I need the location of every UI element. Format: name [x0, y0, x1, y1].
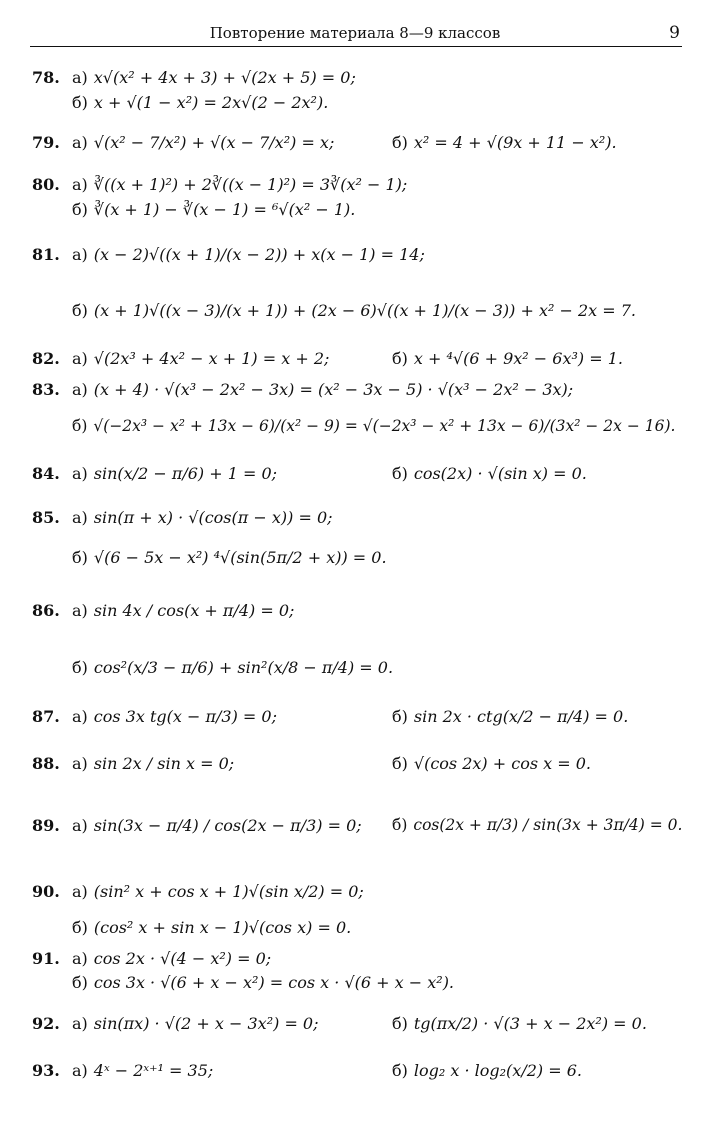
- part-label: а): [72, 133, 88, 152]
- part-b: [392, 1014, 647, 1033]
- problem-number: 79.: [32, 133, 60, 152]
- part-b: [72, 658, 393, 677]
- part-label: б): [72, 973, 88, 992]
- equation: cos 3x · √(6 + x − x²) = cos x · √(6 + x − x²).: [93, 973, 455, 992]
- problem-number: 87.: [32, 707, 60, 726]
- header-rule: [30, 46, 682, 47]
- equation: (x + 1)√((x − 3)/(x + 1)) + (2x − 6)√((x + 1)/(x − 3)) + x² − 2x = 7.: [93, 301, 637, 320]
- equation: cos²(x/3 − π/6) + sin²(x/8 − π/4) = 0.: [93, 658, 394, 677]
- part-a: [72, 349, 329, 368]
- problem-number: 93.: [32, 1061, 60, 1080]
- part-b: [72, 200, 355, 219]
- equation: (cos² x + sin x − 1)√(cos x) = 0.: [93, 918, 352, 937]
- problem-number: 82.: [32, 349, 60, 368]
- equation: ∛(x + 1) − ∛(x − 1) = ⁶√(x² − 1).: [93, 200, 356, 219]
- problem-number: 86.: [32, 601, 60, 620]
- running-title: Повторение материала 8—9 классов: [209, 24, 501, 42]
- part-b: [72, 93, 328, 112]
- part-label: а): [72, 1014, 88, 1033]
- page-header: [30, 22, 680, 44]
- part-a: [72, 245, 425, 264]
- part-a: [72, 1061, 213, 1080]
- part-a: [72, 949, 271, 968]
- part-label: а): [72, 949, 88, 968]
- part-label: б): [392, 349, 408, 368]
- equation: sin(x/2 − π/6) + 1 = 0;: [93, 464, 278, 483]
- part-label: а): [72, 816, 88, 835]
- part-label: б): [72, 658, 88, 677]
- problem-number: 89.: [32, 816, 60, 835]
- part-label: а): [72, 707, 88, 726]
- problem-number: 91.: [32, 949, 60, 968]
- equation: x√(x² + 4x + 3) + √(2x + 5) = 0;: [93, 68, 356, 87]
- part-b: [392, 754, 591, 773]
- part-b: [72, 417, 675, 435]
- equation: cos 2x · √(4 − x²) = 0;: [93, 949, 272, 968]
- page-number: 9: [669, 23, 680, 43]
- part-b: [72, 973, 454, 992]
- part-a: [72, 133, 334, 152]
- part-label: а): [72, 68, 88, 87]
- part-b: [392, 816, 682, 834]
- part-label: б): [72, 93, 88, 112]
- part-label: б): [72, 918, 88, 937]
- equation: x + √(1 − x²) = 2x√(2 − 2x²).: [93, 93, 329, 112]
- equation: sin(π + x) · √(cos(π − x)) = 0;: [93, 508, 333, 527]
- part-a: [72, 68, 356, 87]
- equation: cos(2x + π/3) / sin(3x + 3π/4) = 0.: [413, 816, 683, 834]
- part-label: б): [72, 200, 88, 219]
- part-b: [392, 133, 617, 152]
- equation: cos 3x tg(x − π/3) = 0;: [93, 707, 277, 726]
- part-label: б): [72, 301, 88, 320]
- part-label: а): [72, 349, 88, 368]
- part-label: б): [392, 707, 408, 726]
- equation: x² = 4 + √(9x + 11 − x²).: [413, 133, 617, 152]
- part-label: а): [72, 245, 88, 264]
- problem-number: 78.: [32, 68, 60, 87]
- part-a: [72, 1014, 319, 1033]
- part-label: б): [392, 464, 408, 483]
- equation: cos(2x) · √(sin x) = 0.: [413, 464, 587, 483]
- part-label: б): [392, 1061, 408, 1080]
- problem-number: 90.: [32, 882, 60, 901]
- part-b: [72, 918, 351, 937]
- part-b: [72, 301, 636, 320]
- part-a: [72, 754, 234, 773]
- part-a: [72, 882, 364, 901]
- problem-number: 83.: [32, 380, 60, 399]
- problem-number: 84.: [32, 464, 60, 483]
- part-label: б): [392, 816, 408, 834]
- part-b: [392, 464, 587, 483]
- part-label: б): [72, 417, 88, 435]
- part-label: а): [72, 380, 88, 399]
- problem-number: 81.: [32, 245, 60, 264]
- problem-number: 88.: [32, 754, 60, 773]
- equation: log₂ x · log₂(x/2) = 6.: [413, 1061, 582, 1080]
- part-label: б): [392, 754, 408, 773]
- part-label: а): [72, 175, 88, 194]
- part-a: [72, 707, 277, 726]
- problem-number: 92.: [32, 1014, 60, 1033]
- equation: (x + 4) · √(x³ − 2x² − 3x) = (x² − 3x − 5) · √(x³ − 2x² − 3x);: [93, 380, 574, 399]
- part-b: [392, 349, 623, 368]
- equation: (sin² x + cos x + 1)√(sin x/2) = 0;: [93, 882, 364, 901]
- part-a: [72, 380, 573, 399]
- equation: ∛((x + 1)²) + 2∛((x − 1)²) = 3∛(x² − 1);: [93, 175, 408, 194]
- part-label: а): [72, 508, 88, 527]
- part-label: а): [72, 601, 88, 620]
- equation: √(−2x³ − x² + 13x − 6)/(x² − 9) = √(−2x³ − x² + 13x − 6)/(3x² − 2x − 16).: [93, 417, 676, 435]
- equation: 4ˣ − 2ˣ⁺¹ = 35;: [93, 1061, 214, 1080]
- problem-number: 80.: [32, 175, 60, 194]
- equation: √(cos 2x) + cos x = 0.: [413, 754, 591, 773]
- part-label: а): [72, 1061, 88, 1080]
- equation: √(6 − 5x − x²) ⁴√(sin(5π/2 + x)) = 0.: [93, 548, 387, 567]
- equation: √(x² − 7/x²) + √(x − 7/x²) = x;: [93, 133, 335, 152]
- equation: sin 4x / cos(x + π/4) = 0;: [93, 601, 295, 620]
- part-a: [72, 175, 407, 194]
- part-label: а): [72, 464, 88, 483]
- part-label: б): [72, 548, 88, 567]
- part-label: б): [392, 1014, 408, 1033]
- part-label: а): [72, 882, 88, 901]
- equation: tg(πx/2) · √(3 + x − 2x²) = 0.: [413, 1014, 647, 1033]
- part-b: [392, 707, 628, 726]
- part-b: [72, 548, 387, 567]
- part-b: [392, 1061, 582, 1080]
- equation: sin 2x · ctg(x/2 − π/4) = 0.: [413, 707, 629, 726]
- part-a: [72, 508, 333, 527]
- part-label: а): [72, 754, 88, 773]
- part-a: [72, 464, 277, 483]
- equation: sin 2x / sin x = 0;: [93, 754, 235, 773]
- part-a: [72, 601, 294, 620]
- equation: x + ⁴√(6 + 9x² − 6x³) = 1.: [413, 349, 623, 368]
- equation: sin(πx) · √(2 + x − 3x²) = 0;: [93, 1014, 319, 1033]
- equation: √(2x³ + 4x² − x + 1) = x + 2;: [93, 349, 330, 368]
- part-label: б): [392, 133, 408, 152]
- equation: sin(3x − π/4) / cos(2x − π/3) = 0;: [93, 816, 362, 835]
- problem-number: 85.: [32, 508, 60, 527]
- part-a: [72, 816, 362, 835]
- equation: (x − 2)√((x + 1)/(x − 2)) + x(x − 1) = 14;: [93, 245, 425, 264]
